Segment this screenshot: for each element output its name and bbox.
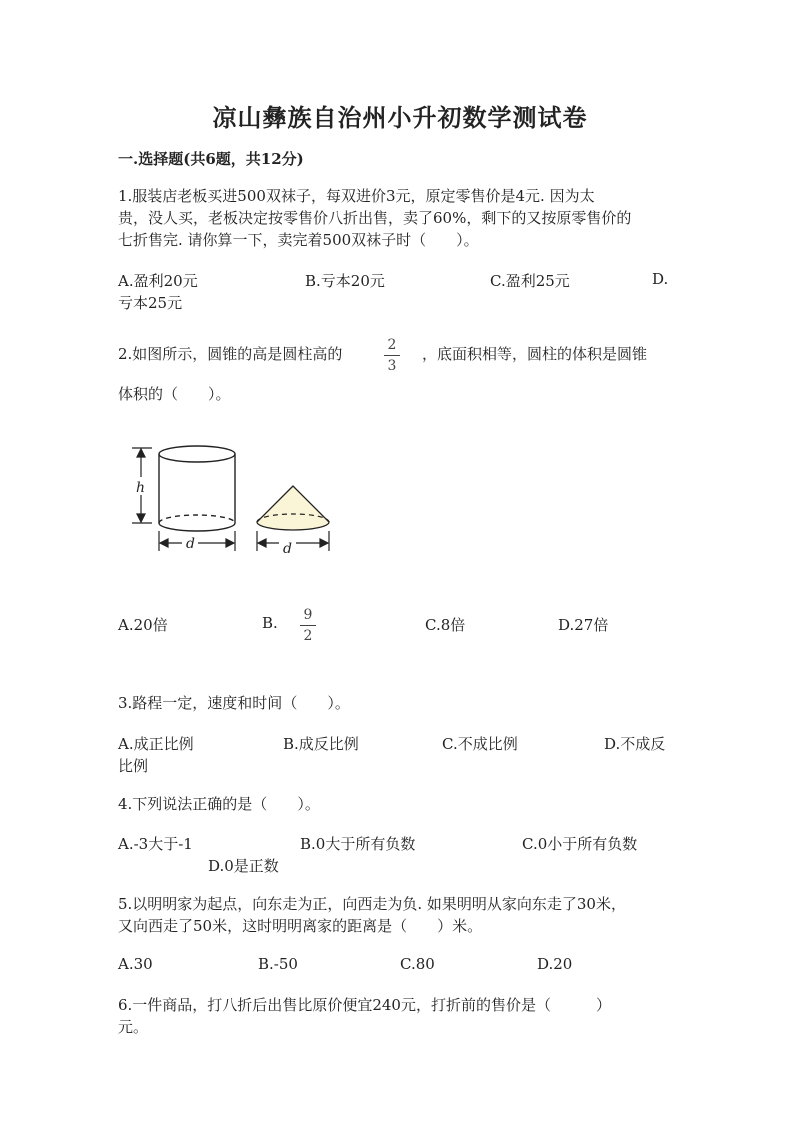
question-3-option-a[interactable]: A.成正比例: [118, 735, 194, 753]
question-2-option-c[interactable]: C.8倍: [425, 616, 466, 634]
question-5-option-b[interactable]: B.-50: [258, 955, 298, 973]
fraction-nine-halves: [300, 606, 316, 645]
question-1-option-a[interactable]: A.盈利20元: [118, 272, 198, 290]
fraction-denominator: 3: [387, 358, 397, 374]
page-title: 凉山彝族自治州小升初数学测试卷: [212, 103, 588, 132]
question-5-option-d[interactable]: D.20: [537, 955, 573, 973]
question-2-option-d[interactable]: D.27倍: [558, 616, 609, 634]
question-1-option-c[interactable]: C.盈利25元: [490, 272, 570, 290]
section-heading: 一.选择题(共6题，共12分): [118, 150, 304, 168]
cylinder-cone-figure: [120, 435, 350, 565]
question-1-option-d[interactable]: D.: [652, 270, 669, 288]
question-6-line-2: 元。: [118, 1018, 149, 1036]
question-3-text: 3.路程一定，速度和时间（ ）。: [118, 694, 350, 712]
question-4-text: 4.下列说法正确的是（ ）。: [118, 795, 320, 813]
height-label: h: [136, 480, 146, 496]
question-4-option-d[interactable]: D.0是正数: [208, 857, 279, 875]
question-3-option-b[interactable]: B.成反比例: [283, 735, 359, 753]
question-3-option-c[interactable]: C.不成比例: [442, 735, 518, 753]
cylinder-diameter-label: d: [186, 536, 195, 552]
question-1-option-b[interactable]: B.亏本20元: [305, 272, 385, 290]
cylinder-diameter-arrow: [159, 531, 235, 551]
fraction-two-thirds: [384, 336, 400, 375]
fraction-bar: [300, 625, 316, 626]
fraction-bar: [384, 355, 400, 356]
question-3-option-d[interactable]: D.不成反: [604, 735, 666, 753]
cone-diameter-label: d: [283, 541, 292, 557]
question-2-option-b[interactable]: B.: [262, 614, 278, 632]
cylinder-shape: [159, 446, 235, 531]
fraction-denominator: 2: [303, 628, 313, 644]
question-1-option-d-text: 亏本25元: [118, 294, 183, 312]
question-5-line-2: 又向西走了50米，这时明明离家的距离是（ ）米。: [118, 917, 483, 935]
question-5-option-a[interactable]: A.30: [118, 955, 153, 973]
fraction-numerator: 2: [387, 337, 397, 353]
question-1-line-3: 七折售完. 请你算一下，卖完着500双袜子时（ ）。: [118, 231, 479, 249]
question-5-option-c[interactable]: C.80: [400, 955, 435, 973]
question-2-text-before: 2.如图所示，圆锥的高是圆柱高的: [118, 345, 343, 363]
question-4-option-b[interactable]: B.0大于所有负数: [300, 835, 416, 853]
cone-diameter-arrow: [257, 531, 329, 551]
question-3-option-d-text: 比例: [118, 757, 149, 775]
question-5-line-1: 5.以明明家为起点，向东走为正，向西走为负. 如果明明从家向东走了30米，: [118, 895, 626, 913]
question-1-line-1: 1.服装店老板买进500双袜子，每双进价3元，原定零售价是4元. 因为太: [118, 187, 595, 205]
fraction-numerator: 9: [303, 607, 313, 623]
question-2-line-2: 体积的（ ）。: [118, 385, 231, 403]
question-2-text-after: ，底面积相等，圆柱的体积是圆锥: [422, 345, 648, 363]
question-2-option-a[interactable]: A.20倍: [118, 616, 168, 634]
cone-shape: [257, 486, 329, 530]
question-4-option-a[interactable]: A.-3大于-1: [118, 835, 193, 853]
question-1-line-2: 贵，没人买，老板决定按零售价八折出售，卖了60%，剩下的又按原零售价的: [118, 209, 632, 227]
question-6-line-1: 6.一件商品，打八折后出售比原价便宜240元，打折前的售价是（ ）: [118, 996, 611, 1014]
question-4-option-c[interactable]: C.0小于所有负数: [522, 835, 638, 853]
